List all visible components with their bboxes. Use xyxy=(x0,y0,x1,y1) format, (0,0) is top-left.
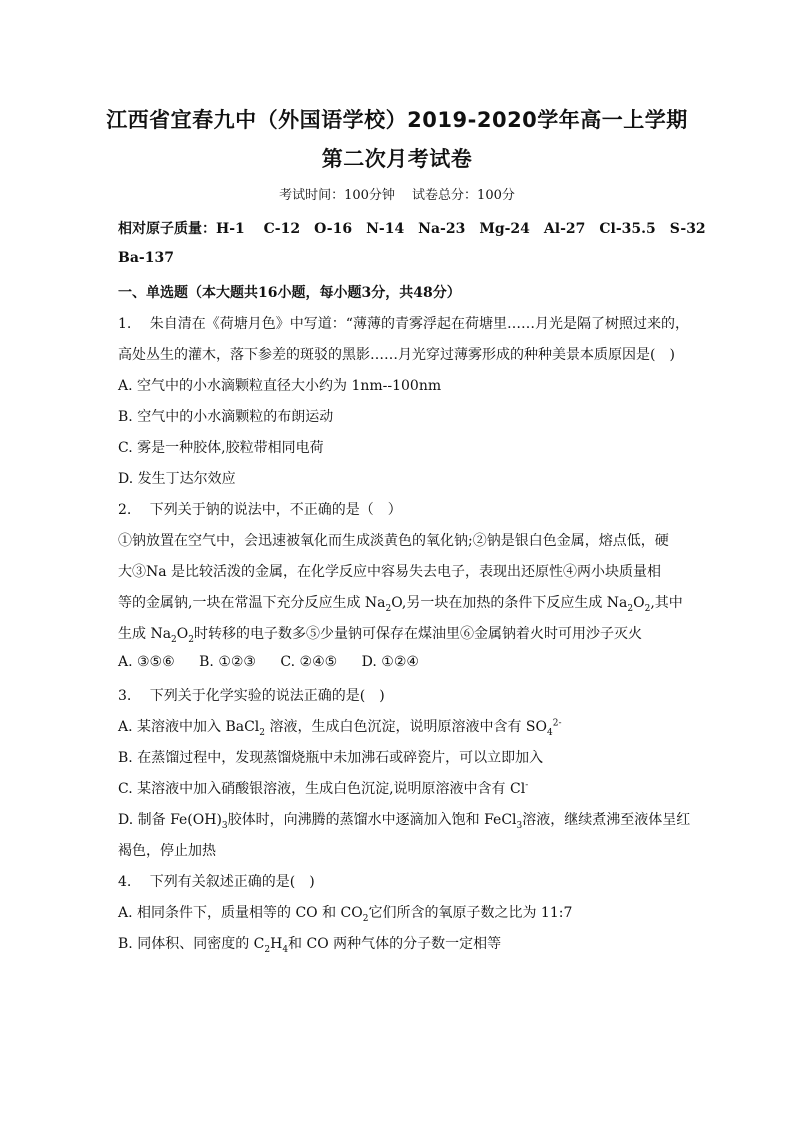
q2-stem: 2. 下列关于钠的说法中，不正确的是（ ） xyxy=(118,502,402,518)
subscript: 2 xyxy=(385,603,392,614)
q4-text: H xyxy=(270,936,283,952)
q4-text: A. 相同条件下，质量相等的 CO 和 CO xyxy=(118,905,363,921)
subscript: 4 xyxy=(547,727,553,738)
q2-option-d: D. ①②④ xyxy=(361,654,419,670)
q4-option-a xyxy=(118,902,572,924)
q1-option-d: D. 发生丁达尔效应 xyxy=(118,471,236,487)
q2-statement-line1: ①钠放置在空气中，会迅速被氧化而生成淡黄色的氧化钠;②钠是银白色金属，熔点低，硬 xyxy=(118,533,669,549)
q1-option-b: B. 空气中的小水滴颗粒的布朗运动 xyxy=(118,409,334,425)
q3-stem: 3. 下列关于化学实验的说法正确的是( ) xyxy=(118,688,385,704)
subscript: 2 xyxy=(188,634,194,645)
exam-title-line1: 江西省宜春九中（外国语学校）2019-2020学年高一上学期 xyxy=(106,108,688,132)
q3-text: 溶液，生成白色沉淀，说明原溶液中含有 SO xyxy=(265,719,547,735)
q3-text: 溶液，继续煮沸至液体呈红 xyxy=(522,812,691,828)
q3-option-d-line2: 褐色，停止加热 xyxy=(118,843,216,859)
exam-info: 考试时间：100分钟 试卷总分：100分 xyxy=(279,188,515,203)
q2-option-b: B. ①②③ xyxy=(199,654,256,670)
q2-statement-line2: 大③Na 是比较活泼的金属，在化学反应中容易失去电子，表现出还原性④两小块质量相 xyxy=(118,564,662,580)
subscript: 2 xyxy=(644,603,651,614)
q2-text: O xyxy=(176,626,189,642)
section-heading: 一、单选题（本大题共16小题，每小题3分，共48分） xyxy=(118,285,461,301)
q2-option-c: C. ②④⑤ xyxy=(280,654,338,670)
atomic-masses-line1: 相对原子质量：H-1 C-12 O-16 N-14 Na-23 Mg-24 Al-27 Cl-35.5 S-32 xyxy=(118,221,706,237)
subscript: 2 xyxy=(259,727,266,738)
q2-text: ,其中 xyxy=(650,595,683,611)
subscript: 2 xyxy=(171,634,177,645)
q2-text: O xyxy=(633,595,645,611)
q2-option-a: A. ③⑤⑥ xyxy=(118,654,175,670)
exam-title-line2: 第二次月考试卷 xyxy=(321,147,473,171)
q3-option-a xyxy=(118,716,562,738)
q2-text: 生成 Na xyxy=(118,626,172,642)
q1-option-c: C. 雾是一种胶体,胶粒带相同电荷 xyxy=(118,440,324,456)
subscript: 3 xyxy=(221,820,228,831)
atomic-masses-line2: Ba-137 xyxy=(118,250,174,266)
q3-option-b: B. 在蒸馏过程中，发现蒸馏烧瓶中未加沸石或碎瓷片，可以立即加入 xyxy=(118,750,544,766)
superscript: 2- xyxy=(552,718,562,729)
q4-text: 和 CO 两种气体的分子数一定相等 xyxy=(288,936,502,952)
q3-text: 胶体时，向沸腾的蒸馏水中逐滴加入饱和 FeCl xyxy=(227,812,517,828)
q1-stem-line2: 高处丛生的灌木，落下参差的斑驳的黑影……月光穿过薄雾形成的种种美景本质原因是( ) xyxy=(118,347,675,363)
subscript: 2 xyxy=(264,944,271,955)
subscript: 3 xyxy=(516,820,523,831)
subscript: 2 xyxy=(362,913,369,924)
subscript: 4 xyxy=(282,944,289,955)
q2-statement-line4 xyxy=(118,623,642,645)
q3-option-c xyxy=(118,778,528,798)
subscript: 2 xyxy=(627,603,634,614)
q2-text: 时转移的电子数多⑤少量钠可保存在煤油里⑥金属钠着火时可用沙子灭火 xyxy=(194,626,642,642)
q3-text: A. 某溶液中加入 BaCl xyxy=(118,719,260,735)
q3-text: C. 某溶液中加入硝酸银溶液，生成白色沉淀,说明原溶液中含有 Cl xyxy=(118,781,526,797)
q2-statement-line3 xyxy=(118,592,683,614)
q4-stem: 4. 下列有关叙述正确的是( ) xyxy=(118,874,315,890)
q3-text: D. 制备 Fe(OH) xyxy=(118,812,222,828)
q2-text: 等的金属钠,一块在常温下充分反应生成 Na xyxy=(118,595,386,611)
q1-stem-line1: 1. 朱自清在《荷塘月色》中写道：“薄薄的青雾浮起在荷塘里……月光是隔了树照过来的， xyxy=(118,316,689,332)
q2-options xyxy=(118,654,439,670)
superscript: - xyxy=(525,780,529,791)
q2-text: O,另一块在加热的条件下反应生成 Na xyxy=(391,595,628,611)
q4-text: 它们所含的氧原子数之比为 11:7 xyxy=(368,905,573,921)
q4-text: B. 同体积、同密度的 C xyxy=(118,936,265,952)
q1-option-a: A. 空气中的小水滴颗粒直径大小约为 1nm--100nm xyxy=(118,378,442,394)
q3-option-d xyxy=(118,809,690,831)
q4-option-b xyxy=(118,933,501,955)
